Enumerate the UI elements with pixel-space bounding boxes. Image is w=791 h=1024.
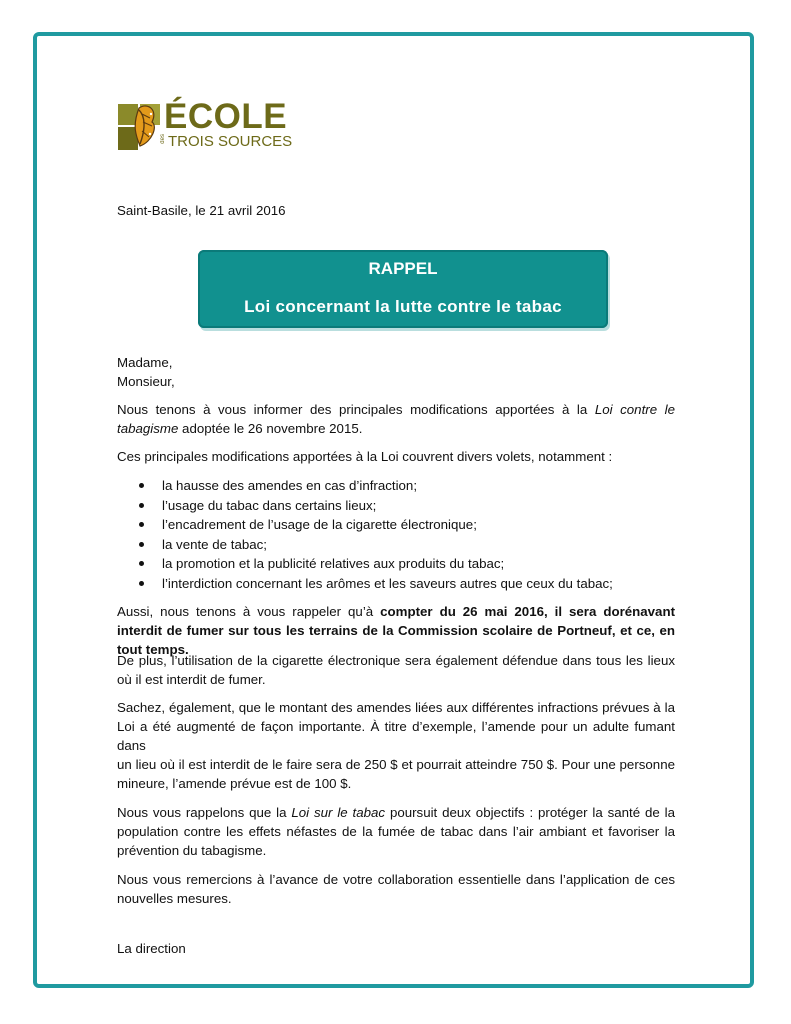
greeting-line: Monsieur,: [117, 374, 175, 389]
banner-subtitle: Loi concernant la lutte contre le tabac: [244, 297, 562, 316]
list-item-text: la promotion et la publicité relatives aux produits du tabac;: [162, 556, 505, 571]
bullet-icon: [139, 522, 144, 527]
list-item: [117, 496, 677, 516]
list-item: [117, 574, 677, 594]
greeting: [117, 353, 675, 391]
fines-paragraph: [117, 698, 675, 793]
logo-title: ÉCOLE: [164, 97, 288, 136]
banner-title: RAPPEL: [368, 259, 438, 278]
list-item: [117, 554, 677, 574]
bullet-icon: [139, 503, 144, 508]
logo-subtitle: TROIS SOURCES: [168, 133, 293, 150]
modifications-list: [117, 476, 677, 593]
reminder-text: Aussi, nous tenons à vous rappeler qu’à: [117, 604, 381, 619]
list-item-text: l’usage du tabac dans certains lieux;: [162, 497, 377, 513]
bullet-icon: [139, 542, 144, 547]
intro-text: Nous tenons à vous informer des principales modifications apportées à la: [117, 402, 595, 417]
thanks-paragraph: Nous vous remercions à l’avance de votre collaboration essentielle dans l’application de ces nouvelles mesures.: [117, 872, 675, 906]
fines-text-continued: un lieu où il est interdit de le faire sera de 250 $ et pourrait atteindre 750 $. Pour une personne mineure, l’amende prévue est de 100 $.: [117, 757, 675, 791]
reminder-bold-text: compter du 26 mai 2016, il sera dorénavant interdit de fumer sur tous les terrains de la Commission scolaire de Portneuf, et ce, en tout temps.: [117, 604, 676, 657]
butterfly-icon: [118, 104, 160, 150]
reminder-banner: [198, 250, 608, 328]
objectives-text-end: poursuit deux objectifs : protéger la santé de la population contre les effets néfastes de la fumée de tabac dans l’air ambiant et favoriser la prévention du tabagisme.: [117, 805, 675, 858]
greeting-line: Madame,: [117, 355, 173, 370]
bullet-icon: [139, 581, 144, 586]
signature: La direction: [117, 941, 186, 956]
law-name: Loi sur le tabac: [291, 805, 386, 820]
logo-small-text: des: [160, 134, 166, 144]
law-name: Loi contre le tabagisme: [117, 402, 675, 436]
fines-text: Sachez, également, que le montant des amendes liées aux différentes infractions prévues à la Loi a été augmenté de façon importante. À titre d’exemple, l’amende pour un adulte fumant dans: [117, 700, 675, 753]
intro-text-end: adoptée le 26 novembre 2015.: [178, 421, 363, 436]
list-item: [117, 515, 677, 535]
date-line: Saint-Basile, le 21 avril 2016: [117, 203, 286, 218]
list-item: [117, 476, 677, 496]
list-item-text: la vente de tabac;: [162, 536, 267, 552]
list-item-text: la hausse des amendes en cas d’infraction;: [162, 478, 418, 493]
list-item: [117, 535, 677, 555]
list-intro: Ces principales modifications apportées à la Loi couvrent divers volets, notamment :: [117, 449, 613, 464]
bullet-icon: [139, 561, 144, 566]
intro-paragraph: [117, 400, 675, 438]
school-logo: [118, 97, 298, 154]
ecig-paragraph: De plus, l’utilisation de la cigarette électronique sera également défendue dans tous les lieux où il est interdit de fumer.: [117, 653, 675, 687]
list-item-text: l’encadrement de l’usage de la cigarette électronique;: [162, 517, 477, 532]
objectives-paragraph: [117, 803, 675, 860]
bullet-icon: [139, 483, 144, 488]
list-item-text: l’interdiction concernant les arômes et les saveurs autres que ceux du tabac;: [162, 575, 613, 591]
objectives-text: Nous vous rappelons que la: [117, 805, 292, 820]
